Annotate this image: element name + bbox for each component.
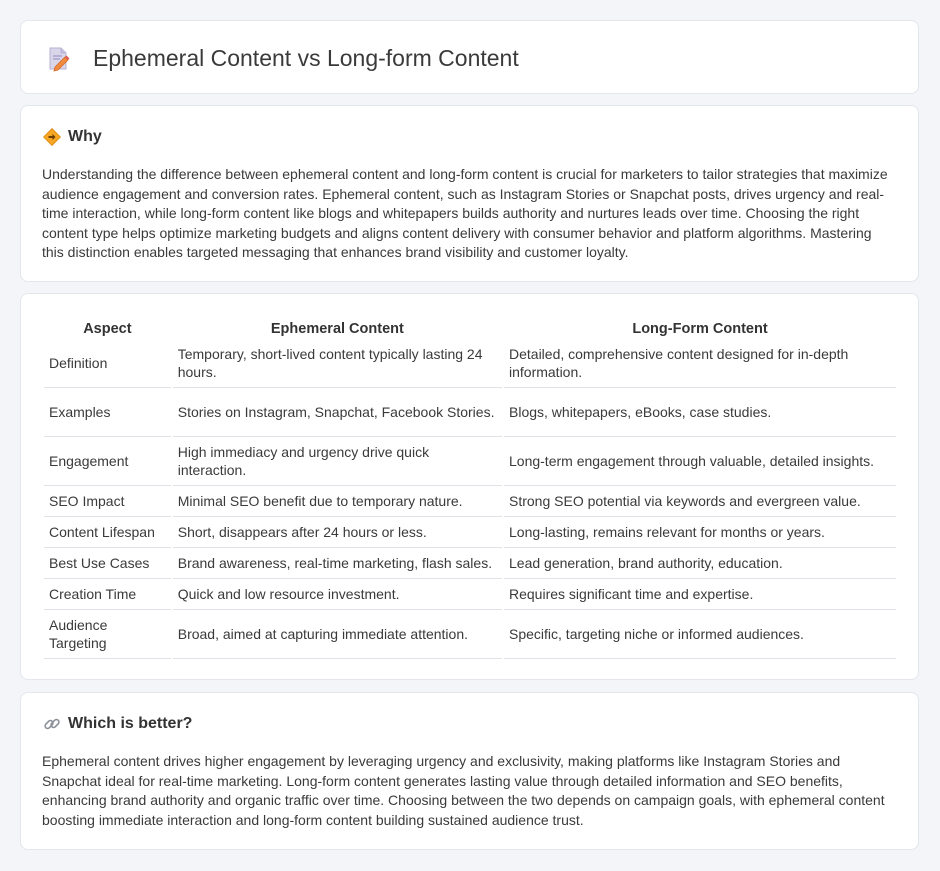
- table-header-row: [44, 315, 896, 339]
- ephemeral-cell: Brand awareness, real-time marketing, flash sales.: [173, 548, 502, 579]
- ephemeral-cell: Stories on Instagram, Snapchat, Facebook Stories.: [173, 388, 502, 437]
- column-header: Ephemeral Content: [270, 321, 404, 337]
- diamond-sign-icon: [42, 127, 62, 147]
- longform-cell: Lead generation, brand authority, education.: [504, 548, 896, 579]
- why-text: Understanding the difference between ephemeral content and long-form content is crucial for marketers to tailor strategies that maximize audience engagement and conversion rates. Ephemeral content, such as Instagram Stories or Snapchat posts, drives urgency and real-time interaction, while long-form content like blogs and whitepapers builds authority and nurtures leads over time. Choosing the right content type helps optimize marketing budgets and aligns content delivery with consumer behavior and platform algorithms. Mastering this distinction enables targeted messaging that enhances brand visibility and customer loyalty.: [42, 166, 888, 261]
- longform-cell: Long-lasting, remains relevant for months or years.: [504, 517, 896, 548]
- table-row: [44, 437, 896, 486]
- document-edit-icon: [47, 46, 71, 72]
- table-row: [44, 486, 896, 517]
- longform-cell: Requires significant time and expertise.: [504, 579, 896, 610]
- ephemeral-cell: Quick and low resource investment.: [173, 579, 502, 610]
- table-row: [44, 579, 896, 610]
- title-card: [20, 20, 919, 94]
- table-row: [44, 517, 896, 548]
- aspect-cell: Audience Targeting: [44, 610, 171, 659]
- table-row: [44, 388, 896, 437]
- table-row: [44, 548, 896, 579]
- longform-cell: Blogs, whitepapers, eBooks, case studies.: [504, 388, 896, 437]
- aspect-cell: Engagement: [44, 437, 171, 486]
- column-header: Long-Form Content: [632, 321, 768, 337]
- aspect-cell: Examples: [44, 388, 171, 437]
- aspect-cell: Best Use Cases: [44, 548, 171, 579]
- comparison-section: [20, 293, 919, 680]
- page-title: Ephemeral Content vs Long-form Content: [93, 45, 519, 71]
- longform-cell: Detailed, comprehensive content designed for in-depth information.: [504, 339, 896, 388]
- better-heading: Which is better?: [68, 715, 193, 732]
- aspect-cell: Content Lifespan: [44, 517, 171, 548]
- ephemeral-cell: Temporary, short-lived content typically lasting 24 hours.: [173, 339, 502, 388]
- link-icon: [42, 714, 62, 734]
- better-text: Ephemeral content drives higher engagement by leveraging urgency and exclusivity, making platforms like Instagram Stories and Snapchat ideal for real-time marketing. Long-form content generates lasting value through detailed information and SEO benefits, enhancing brand authority and organic traffic over time. Choosing between the two depends on campaign goals, with ephemeral content boosting immediate interaction and long-form content building sustained audience trust.: [42, 753, 885, 828]
- table-row: [44, 339, 896, 388]
- ephemeral-cell: Minimal SEO benefit due to temporary nature.: [173, 486, 502, 517]
- aspect-cell: Definition: [44, 339, 171, 388]
- why-section: [20, 105, 919, 282]
- aspect-cell: SEO Impact: [44, 486, 171, 517]
- longform-cell: Specific, targeting niche or informed audiences.: [504, 610, 896, 659]
- longform-cell: Strong SEO potential via keywords and evergreen value.: [504, 486, 896, 517]
- longform-cell: Long-term engagement through valuable, detailed insights.: [504, 437, 896, 486]
- why-heading: Why: [68, 128, 102, 145]
- better-heading-row: [42, 714, 192, 734]
- ephemeral-cell: Short, disappears after 24 hours or less.: [173, 517, 502, 548]
- table-row: [44, 610, 896, 659]
- column-header: Aspect: [83, 321, 132, 337]
- which-better-section: [20, 692, 919, 850]
- ephemeral-cell: High immediacy and urgency drive quick interaction.: [173, 437, 502, 486]
- why-heading-row: [42, 127, 102, 147]
- comparison-table: [42, 315, 898, 659]
- aspect-cell: Creation Time: [44, 579, 171, 610]
- ephemeral-cell: Broad, aimed at capturing immediate attention.: [173, 610, 502, 659]
